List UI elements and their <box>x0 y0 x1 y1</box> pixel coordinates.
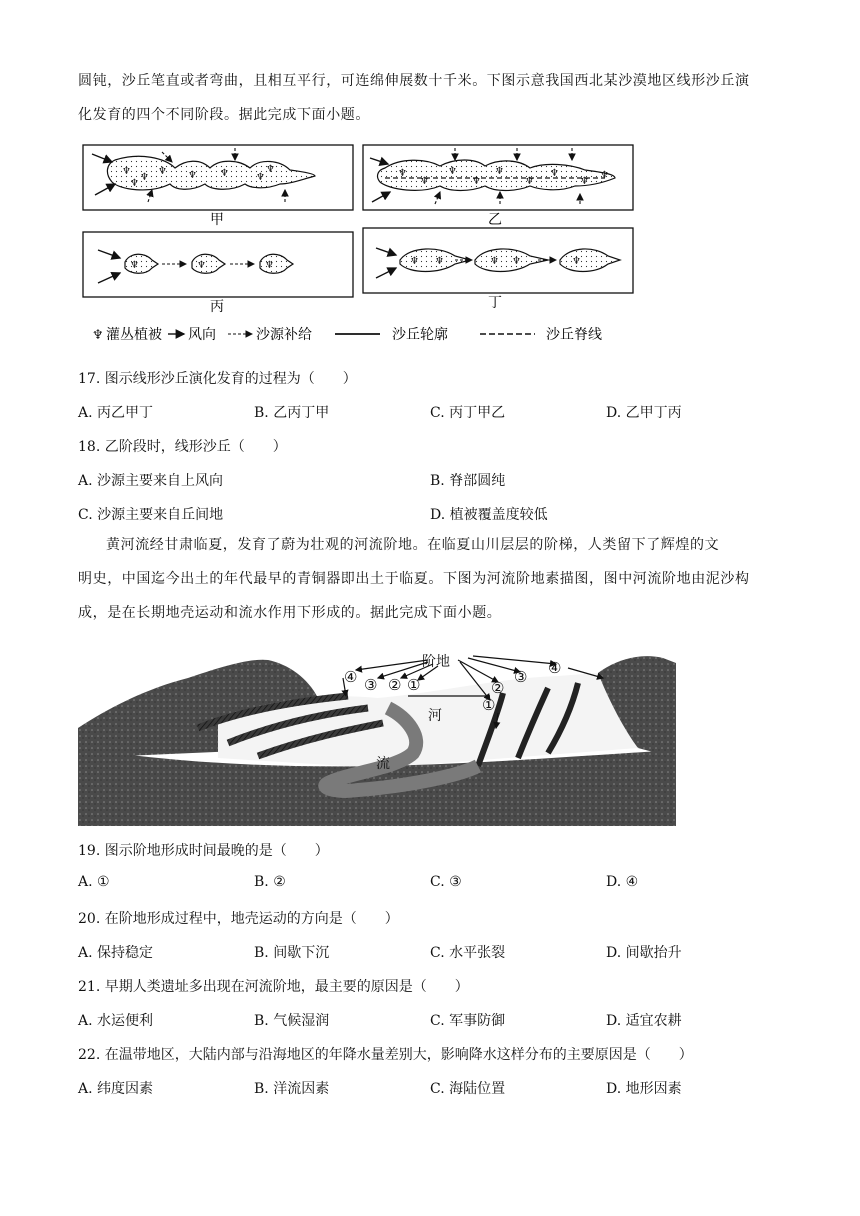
panel-ding <box>363 228 633 293</box>
panel-yi <box>363 145 633 210</box>
q22-option-c[interactable]: C. 海陆位置 <box>430 1081 506 1097</box>
panel-label-yi: 乙 <box>488 212 502 228</box>
panel-label-jia: 甲 <box>210 212 224 228</box>
question-18-stem: 18. 乙阶段时，线形沙丘（ ） <box>78 439 287 455</box>
svg-text:♆: ♆ <box>197 260 206 271</box>
question-17-stem: 17. 图示线形沙丘演化发育的过程为（ ） <box>78 371 357 387</box>
question-20-stem: 20. 在阶地形成过程中，地壳运动的方向是（ ） <box>78 911 399 927</box>
q17-option-b[interactable]: B. 乙丙丁甲 <box>254 405 330 421</box>
q22-option-d[interactable]: D. 地形因素 <box>606 1081 682 1097</box>
intro-paragraph-1 <box>78 64 783 132</box>
q21-option-a[interactable]: A. 水运便利 <box>78 1013 154 1029</box>
terrace-marker-4-left: ④ <box>344 668 358 686</box>
terrace-marker-4-right: ④ <box>548 659 562 677</box>
q20-option-b[interactable]: B. 间歇下沉 <box>254 945 330 961</box>
q20-option-d[interactable]: D. 间歇抬升 <box>606 945 682 961</box>
intro-2-line-3: 成，是在长期地壳运动和流水作用下形成的。据此完成下面小题。 <box>78 605 502 621</box>
svg-text:♆: ♆ <box>472 176 481 187</box>
q20-option-c[interactable]: C. 水平张裂 <box>430 945 506 961</box>
question-19-stem: 19. 图示阶地形成时间最晚的是（ ） <box>78 843 329 859</box>
q19-option-b[interactable]: B. ② <box>254 874 286 890</box>
svg-text:♆: ♆ <box>448 166 457 177</box>
terrace-marker-1-right: ① <box>482 696 496 714</box>
panel-bing <box>83 232 353 297</box>
dune-legend <box>92 326 602 343</box>
svg-text:♆: ♆ <box>512 256 521 267</box>
svg-text:♆: ♆ <box>188 170 197 181</box>
intro-1-line-1: 圆钝，沙丘笔直或者弯曲，且相互平行，可连绵伸展数十千米。下图示意我国西北某沙漠地区线形沙丘演 <box>78 73 750 89</box>
svg-text:♆: ♆ <box>410 256 419 267</box>
terrace-marker-2-left: ② <box>388 676 402 694</box>
q18-option-d[interactable]: D. 植被覆盖度较低 <box>430 507 548 523</box>
svg-text:♆: ♆ <box>550 168 559 179</box>
svg-text:♆: ♆ <box>525 176 534 187</box>
river-terrace-figure <box>78 638 676 826</box>
intro-1-line-2: 化发育的四个不同阶段。据此完成下面小题。 <box>78 107 370 123</box>
legend-wind: 风向 <box>188 327 216 343</box>
q20-option-a[interactable]: A. 保持稳定 <box>78 945 154 961</box>
legend-shrub: 灌丛植被 <box>106 327 162 343</box>
intro-2-line-1: 黄河流经甘肃临夏，发育了蔚为壮观的河流阶地。在临夏山川层层的阶梯，人类留下了辉煌的文 <box>106 537 720 553</box>
legend-ridge: 沙丘脊线 <box>546 327 602 343</box>
svg-text:♆: ♆ <box>398 168 407 179</box>
svg-text:♆: ♆ <box>266 164 275 175</box>
svg-text:♆: ♆ <box>265 260 274 271</box>
panel-jia <box>83 145 353 210</box>
terrace-marker-3-right: ③ <box>514 668 528 686</box>
svg-text:♆: ♆ <box>158 166 167 177</box>
legend-sand-supply: 沙源补给 <box>256 327 312 343</box>
terrace-marker-1-left: ① <box>407 676 421 694</box>
svg-text:♆: ♆ <box>140 172 149 183</box>
q19-option-a[interactable]: A. ① <box>78 874 110 890</box>
svg-text:♆: ♆ <box>580 176 589 187</box>
q19-option-c[interactable]: C. ③ <box>430 874 462 890</box>
svg-text:♆: ♆ <box>490 256 499 267</box>
question-22-stem: 22. 在温带地区，大陆内部与沿海地区的年降水量差别大，影响降水这样分布的主要原因是（ ） <box>78 1047 693 1063</box>
q21-option-d[interactable]: D. 适宜农耕 <box>606 1013 682 1029</box>
svg-text:♆: ♆ <box>130 260 139 271</box>
river-label-liu: 流 <box>376 756 390 772</box>
q22-option-a[interactable]: A. 纬度因素 <box>78 1081 154 1097</box>
q21-option-c[interactable]: C. 军事防御 <box>430 1013 506 1029</box>
svg-text:♆: ♆ <box>420 176 429 187</box>
intro-paragraph-2-cont <box>78 562 783 630</box>
panel-label-ding: 丁 <box>488 295 502 311</box>
svg-text:♆: ♆ <box>495 166 504 177</box>
river-label-he: 河 <box>428 708 442 724</box>
svg-text:♆: ♆ <box>572 256 581 267</box>
legend-outline: 沙丘轮廓 <box>392 327 448 343</box>
terrace-title: 阶地 <box>422 654 450 670</box>
dune-evolution-figure <box>80 140 640 350</box>
terrace-marker-2-right: ② <box>491 679 505 697</box>
terrace-marker-3-left: ③ <box>364 676 378 694</box>
svg-text:♆: ♆ <box>256 172 265 183</box>
svg-text:♆: ♆ <box>435 256 444 267</box>
svg-text:♆: ♆ <box>130 178 139 189</box>
question-21-stem: 21. 早期人类遗址多出现在河流阶地，最主要的原因是（ ） <box>78 979 469 995</box>
q17-option-a[interactable]: A. 丙乙甲丁 <box>78 405 154 421</box>
panel-label-bing: 丙 <box>210 299 224 315</box>
q19-option-d[interactable]: D. ④ <box>606 874 639 890</box>
q21-option-b[interactable]: B. 气候湿润 <box>254 1013 330 1029</box>
shrub-icon: ♆ <box>92 328 104 343</box>
q18-option-c[interactable]: C. 沙源主要来自丘间地 <box>78 507 224 523</box>
q22-option-b[interactable]: B. 洋流因素 <box>254 1081 330 1097</box>
q17-option-d[interactable]: D. 乙甲丁丙 <box>606 405 682 421</box>
q17-option-c[interactable]: C. 丙丁甲乙 <box>430 405 506 421</box>
intro-2-line-2: 明史，中国迄今出土的年代最早的青铜器即出土于临夏。下图为河流阶地素描图，图中河流阶地由泥沙构 <box>78 571 750 587</box>
svg-text:♆: ♆ <box>122 166 131 177</box>
q18-option-a[interactable]: A. 沙源主要来自上风向 <box>78 473 224 489</box>
svg-text:♆: ♆ <box>220 168 229 179</box>
intro-paragraph-2 <box>78 528 783 562</box>
q18-option-b[interactable]: B. 脊部圆纯 <box>430 473 506 489</box>
svg-text:♆: ♆ <box>600 170 609 181</box>
